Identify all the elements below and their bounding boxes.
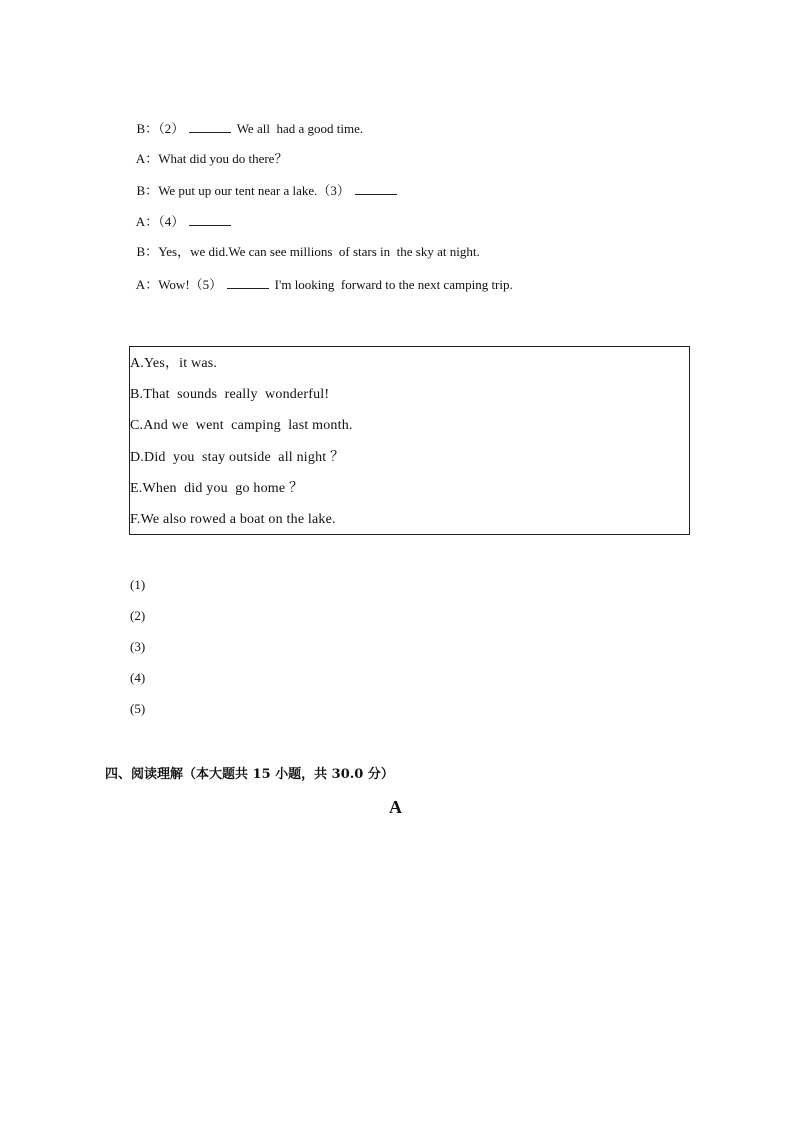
separator: ： [145, 244, 159, 259]
options-box [129, 346, 690, 535]
line-text: （2） [158, 121, 185, 136]
dialogue-line-1 [130, 104, 363, 137]
speaker: A [135, 151, 146, 166]
line-text-after: I'm looking forward to the next camping trip. [274, 277, 513, 292]
answer-number-2: (2) [130, 608, 146, 623]
dialogue-line-2 [130, 135, 287, 167]
answer-number-5: (5) [130, 701, 146, 716]
separator: ： [145, 277, 159, 292]
answer-number-3: (3) [130, 639, 146, 654]
section-heading: 四、阅读理解（本大题共 15 小题，共 30.0 分） [105, 767, 394, 782]
passage-title: A [389, 797, 402, 817]
option-a: A.Yes，it was. [130, 356, 218, 371]
speaker: B [136, 183, 146, 198]
separator: ： [145, 214, 159, 229]
line-text-after: We all had a good time. [236, 121, 364, 136]
answer-number-4: (4) [130, 670, 146, 685]
option-e: E.When did you go home ？ [130, 481, 304, 496]
line-text: What did you do there？ [158, 151, 288, 166]
answer-blank[interactable] [355, 182, 397, 195]
line-text: We put up our tent near a lake.（3） [158, 183, 350, 198]
answer-blank[interactable] [189, 120, 231, 133]
dialogue-line-5 [130, 228, 480, 260]
option-f: F.We also rowed a boat on the lake. [130, 512, 336, 527]
separator: ： [145, 121, 159, 136]
line-text: （4） [158, 214, 185, 229]
option-c: C.And we went camping last month. [130, 418, 353, 433]
option-d: D.Did you stay outside all night ？ [130, 450, 345, 465]
line-text: Wow!（5） [158, 277, 223, 292]
option-b: B.That sounds really wonderful! [130, 387, 330, 402]
dialogue-line-6 [130, 260, 513, 293]
answer-blank[interactable] [189, 213, 231, 226]
speaker: A [135, 214, 146, 229]
answer-number-1: (1) [130, 577, 146, 592]
line-text: Yes，we did.We can see millions of stars in the sky at night. [158, 244, 480, 259]
dialogue-line-4 [130, 197, 233, 230]
answer-blank[interactable] [227, 276, 269, 289]
speaker: B [136, 244, 146, 259]
speaker: A [135, 277, 146, 292]
separator: ： [145, 151, 159, 166]
dialogue-line-3 [130, 166, 399, 199]
speaker: B [136, 121, 146, 136]
separator: ： [145, 183, 159, 198]
